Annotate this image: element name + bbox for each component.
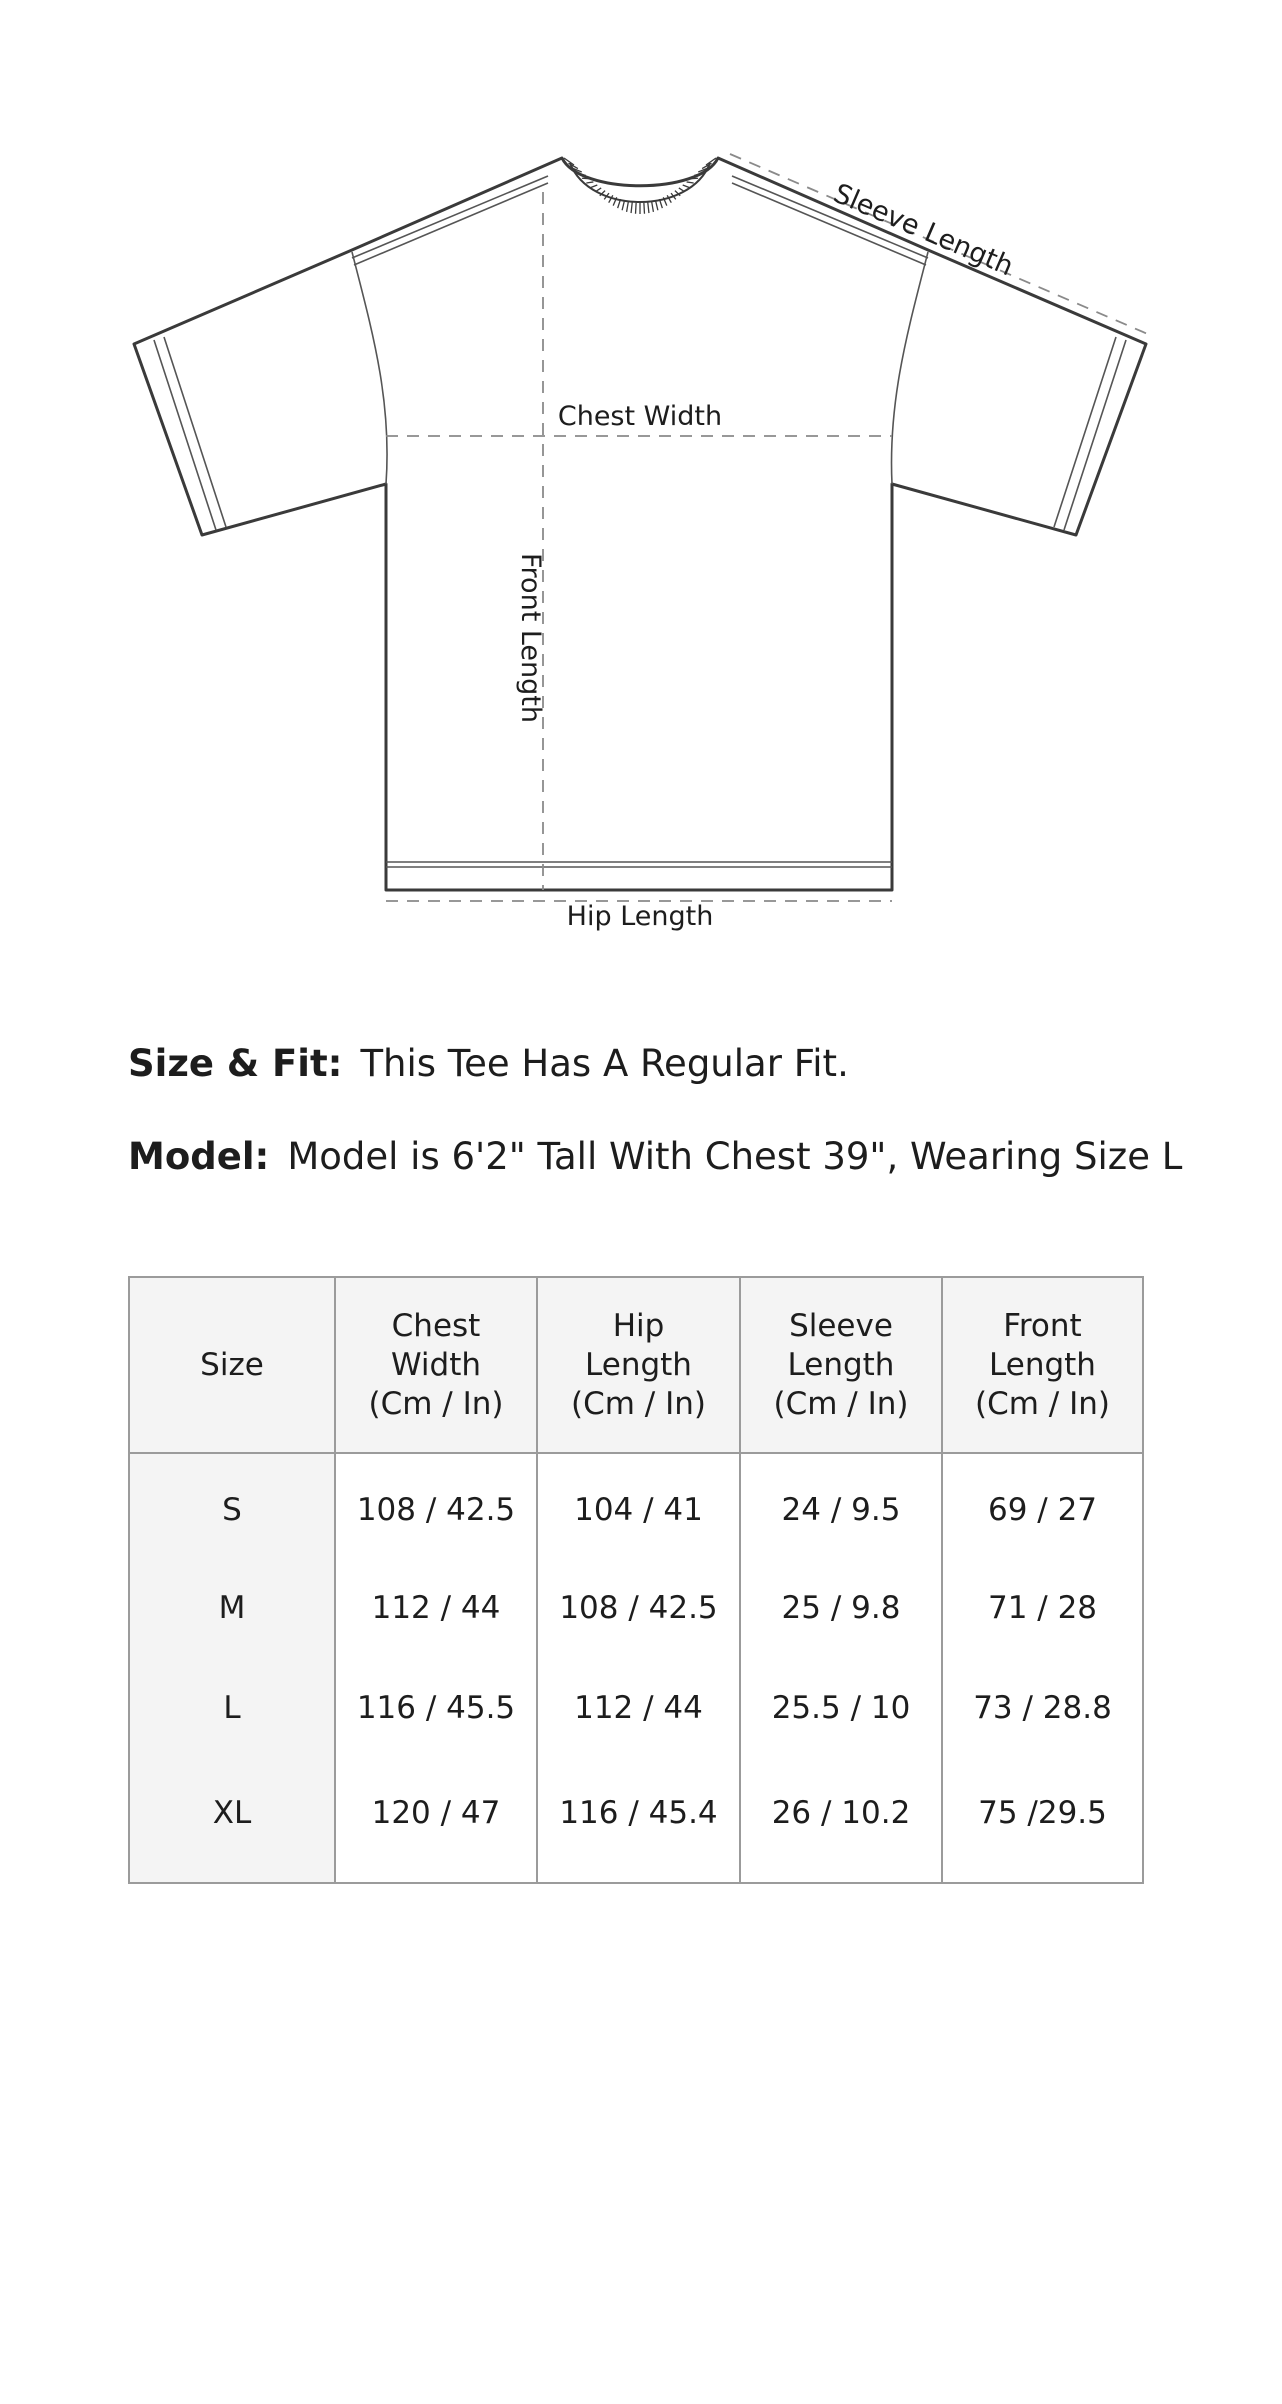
chest-width-label: Chest Width (557, 401, 723, 432)
hip-length-cell: 108 / 42.5 (537, 1558, 740, 1658)
front-length-label: Front Length (515, 552, 546, 724)
model-info-line (128, 1133, 1182, 1181)
collar-rib-line (622, 200, 624, 210)
collar-rib-line (636, 203, 637, 214)
table-row (129, 1758, 1143, 1883)
collar-rib-line (595, 188, 601, 192)
hip-length-cell: 104 / 41 (537, 1453, 740, 1558)
size-fit-line (128, 1040, 849, 1088)
collar-rib-line (679, 188, 685, 192)
size-fit-label: Size & Fit: (128, 1042, 343, 1085)
table-row (129, 1453, 1143, 1558)
header-sleeve-length: Sleeve Length (Cm / In) (740, 1277, 942, 1453)
size-fit-text: This Tee Has A Regular Fit. (360, 1042, 849, 1085)
sleeve-length-cell: 26 / 10.2 (740, 1758, 942, 1883)
collar-rib-line (656, 200, 658, 210)
chest-width-cell: 112 / 44 (335, 1558, 537, 1658)
header-hip-length: Hip Length (Cm / In) (537, 1277, 740, 1453)
collar-rib-line (586, 182, 593, 183)
chest-width-cell: 108 / 42.5 (335, 1453, 537, 1558)
header-chest-width: Chest Width (Cm / In) (335, 1277, 537, 1453)
sleeve-length-cell: 25.5 / 10 (740, 1658, 942, 1758)
chest-width-cell: 116 / 45.5 (335, 1658, 537, 1758)
table-row (129, 1558, 1143, 1658)
collar-rib-line (627, 202, 629, 212)
hip-length-cell: 112 / 44 (537, 1658, 740, 1758)
collar-rib-line (648, 202, 649, 213)
table-header-row (129, 1277, 1143, 1453)
collar-rib-line (683, 185, 689, 187)
sleeve-length-cell: 24 / 9.5 (740, 1453, 942, 1558)
size-cell: L (129, 1658, 335, 1758)
front-length-cell: 75 /29.5 (942, 1758, 1143, 1883)
size-cell: XL (129, 1758, 335, 1883)
collar-rib-line (687, 182, 694, 183)
size-cell: M (129, 1558, 335, 1658)
collar-rib-line (644, 203, 645, 214)
size-cell: S (129, 1453, 335, 1558)
front-length-cell: 69 / 27 (942, 1453, 1143, 1558)
hip-length-label: Hip Length (566, 901, 714, 932)
sleeve-length-cell: 25 / 9.8 (740, 1558, 942, 1658)
front-length-cell: 73 / 28.8 (942, 1658, 1143, 1758)
tshirt-measurement-diagram (0, 0, 1282, 980)
hip-length-cell: 116 / 45.4 (537, 1758, 740, 1883)
model-label: Model: (128, 1135, 270, 1178)
header-front-length: Front Length (Cm / In) (942, 1277, 1143, 1453)
measurement-guides (386, 154, 1150, 901)
sleeve-length-label: Sleeve Length (828, 177, 1018, 283)
header-size: Size (129, 1277, 335, 1453)
collar-rib-line (631, 202, 632, 213)
table-row (129, 1658, 1143, 1758)
collar-rib-line (591, 185, 597, 187)
model-text: Model is 6'2" Tall With Chest 39", Wearing Size L (287, 1135, 1183, 1178)
front-length-cell: 71 / 28 (942, 1558, 1143, 1658)
collar-rib-line (652, 202, 654, 212)
chest-width-cell: 120 / 47 (335, 1758, 537, 1883)
size-chart-table (128, 1276, 1144, 1884)
